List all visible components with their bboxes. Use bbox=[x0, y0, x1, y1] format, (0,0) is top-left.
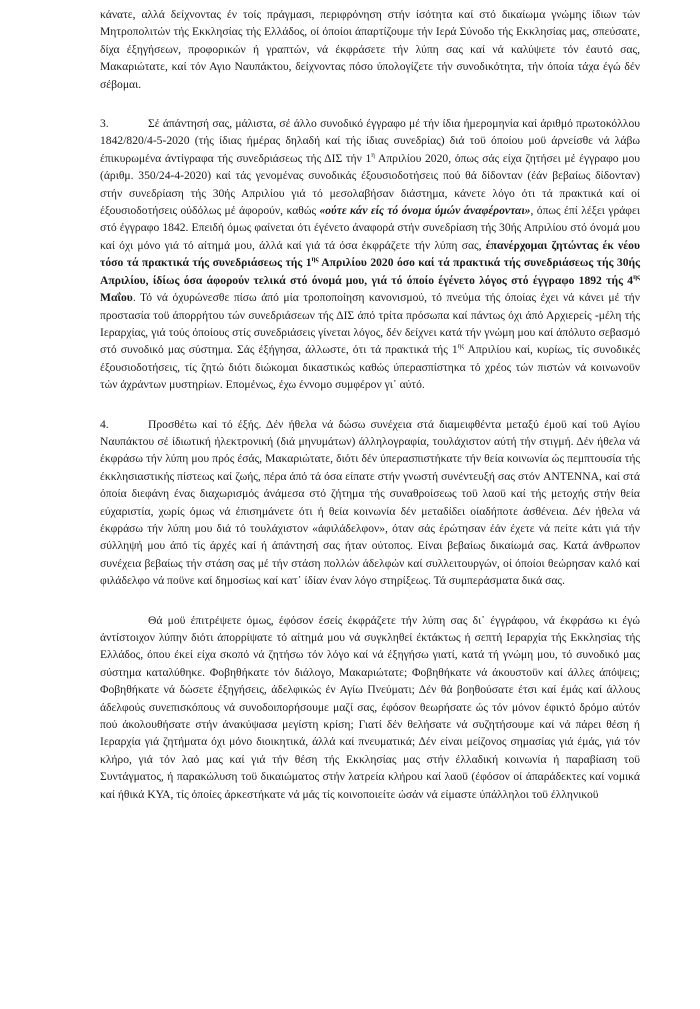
section-3-text-c: , όπως έπί λέξει γράφει στό έγγραφο 1842. Επειδή όμως φαίνεται ότι έγένετο άναφορά στήν συνεδρίαση τής 30ής Απριλίου στό όνομά μου καί όχι μόνο γιά τό αίτημά μου, άλλά καί γιά τά όσα έκφράζετε τήν λύπη σας, bbox=[100, 204, 640, 252]
section-3-text-a: Σέ άπάντησή σας, μάλιστα, σέ άλλο συνοδικό έγγραφο μέ τήν ίδια ήμερομηνία καί άριθμό πρωτοκόλλου 1842/820/4-5-2020 (τής ίδιας ήμέρας δηλαδή καί τής ίδιας συνεδρίας) διά τοϋ όποίου μοϋ άρνείσθε νά λάβω έπικυρωμένα άντίγραφα τής συνεδριάσεως τής ΔΙΣ τήν 1 bbox=[100, 117, 640, 165]
section-3-bold-2: Απριλίου 2020 όσο καί τά πρακτικά τής συνεδριάσεως τής 30ής Απριλίου, ίδίως όσα άφορούν τελικά στό όνομά μου, γιά τό όποίο έγένετο λόγος στό έγγραφο 1892 τής 4 bbox=[100, 256, 641, 287]
section-3-text-d: . Τό νά όχυρώνεσθε πίσω άπό μία τροποποίηση κανονισμού, τό πνεύμα τής όποίας έχει νά κάνει μέ τήν προστασία τοϋ άπορρήτου τών συνεδριάσεων τής ΔΙΣ άπό τρίτα πρόσωπα καί πάντως όχι άπό Αρχιερείς -μέλη τής Ιεραρχίας, γιά τούς όποίους στίς συνεδριάσεις γίνεται λόγος, δέν δείχνει κατά τήν γνώμη μου καί άπόλυτο σεβασμό στό συνοδικό μας σύστημα. Σάς έξήγησα, άλλωστε, ότι τά πρακτικά τής 1 bbox=[100, 291, 640, 357]
section-3-bold-3: Μαΐου bbox=[100, 291, 133, 305]
section-3-number: 3. bbox=[100, 117, 109, 131]
section-3-sup-1: η bbox=[371, 150, 375, 159]
section-4-number: 4. bbox=[100, 417, 109, 431]
section-3-quote: «ούτε κάν είς τό όνομα ύμών άναφέρονται» bbox=[319, 204, 531, 218]
intro-paragraph: κάνατε, αλλά δείχνοντας έν τοίς πράγμασι, περιφρόνηση στήν ίσότητα καί στό δικαίωμα γνώμης ίδιων τών Μητροπολιτών τής Εκκλησίας τής Ελλάδος, οί όποίοι άπαρτίζουμε τήν Ιερά Σύνοδο τής Εκκλησίας μας, σπεύσατε, δίχα έξηγήσεων, προφορικών ή γραπτών, νά έκφράσετε τήν λύπη σας καί νά καλύψετε τόν έαυτό σας, Μακαριώτατε, καί τόν Αγιο Ναυπάκτου, δείχνοντας πόσο ύπολογίζετε τήν συνοδικότητα, τήν όποία τάχα έγώ δέν σέβομαι. bbox=[100, 8, 640, 91]
section-4-text: Προσθέτω καί τό έξής. Δέν ήθελα νά δώσω συνέχεια στά διαμειφθέντα μεταξύ έμοϋ καί τοϋ Αγίου Ναυπάκτου σέ ίδιωτική ήλεκτρονική (διά μηνυμάτων) άλληλογραφία, τουλάχιστον αύτή τήν στιγμή. Δέν ήθελα νά έκφράσω τήν λύπη μου πρός έσάς, Μακαριώτατε, διότι δέν ύπερασπιστήκατε τήν θεία κοινωνία ώς πεμπτουσία τής έκκλησιαστικής πίστεως καί ζωής, πέρα άπό τά όσα είπατε στήν γνωστή συνέντευξή σας στόν ANTENNA, καί στά όποία διεφάνη ένας διαχωρισμός άνάμεσα στό ζήτημα τής συναθροίσεως τοϋ λαοϋ καί τής μετοχής στήν θεία εύχαριστία, χωρίς όμως νά έπισημάνετε ότι ή θεία κοινωνία δέν μεταδίδει οίαδήποτε άσθένεια. Δέν ήθελα νά έκφράσω τήν λύπη μου διά τό τουλάχιστον «άφιλάδελφον», όταν σάς έρώτησαν έάν έχετε νά πείτε κάτι γιά τήν σύλληψή μου άπό τίς άρχές καί ή άπάντησή σας ήταν ούτοπος. Είναι βεβαίως δικαίωμά σας. Κατά άνθρωπον συνέχεια βεβαίως τήν στάση σας μέ τήν στάση πολλών άδελφών καί συλλειτουργών, οί όποίοι θεώρησαν καλό καί φιλάδελφο νά ποϋνε καί δημοσίως καί κατ᾽ ίδίαν έναν λόγο στηρίξεως. Τά συμπεράσματα δικά σας. bbox=[100, 417, 640, 588]
section-3-paragraph bbox=[100, 115, 640, 394]
section-3-sup-2: ης bbox=[311, 255, 319, 264]
section-3-bold-1: έπανέρχομαι ζητώντας έκ νέου τόσο τά πρακτικά τής συνεδριάσεως τής 1 bbox=[100, 238, 640, 270]
section-3-sup-4: ης bbox=[457, 342, 465, 351]
section-4-paragraph bbox=[100, 416, 640, 590]
section-3-sup-3: ης bbox=[633, 272, 640, 281]
final-paragraph: Θά μοϋ έπιτρέψετε όμως, έφόσον έσείς έκφράζετε τήν λύπη σας δι᾽ έγγράφου, νά έκφράσω κι έγώ άντίστοιχον λύπην διότι άπορρίψατε τό αίτημά μου νά συγκληθεί έκτάκτως ή σεπτή Ιεραρχία τής Εκκλησίας τής Ελλάδος, όπου έκεί είχα σκοπό νά ζητήσω τόν λόγο καί νά έξηγήσω γιατί, κατά τή γνώμη μου, τό συνοδικό μας σύστημα καταλύθηκε. Φοβηθήκατε τόν διάλογο, Μακαριώτατε; Φοβηθήκατε νά άκουστοϋν καί άλλες άπόψεις; Φοβηθήκατε νά δώσετε έξηγήσεις, άδελφικώς έν Αγίω Πνεύματι; Δέν θά βοηθούσατε έτσι καί έμάς καί άλλους άδελφούς συνεπισκόπους νά συνοδοιπορήσουμε μαζί σας, έφόσον θεωρήσατε ώς τόν μόνον έφικτό δρόμο αύτόν πού άκολουθήσατε στήν άνακύψασα μεγίστη κρίση; Γιατί δέν θελήσατε νά συζητήσουμε καί νά πάρει θέση ή Ιεραρχία γιά ζητήματα όχι μόνο διοικητικά, άλλά καί πνευματικά; Δέν είναι μείζονος σημασίας γιά έμάς, γιά τόν κλήρο, γιά τόν λαό μας καί γιά τήν θέση τής Εκκλησίας μας στήν έλλαδική κοινωνία ή παραβίαση τοϋ Συντάγματος, ή παρακώλυση τοϋ δικαιώματος στήν λατρεία κλήρου καί λαοϋ (έφόσον οί άπαράδεκτες καί νομικά καί ήθικά ΚΥΑ, τίς όποίες άρκεστήκατε νά μάς τίς κοινοποιείτε ώσάν νά είμαστε ύπάλληλοι τοϋ έλληνικοϋ bbox=[100, 613, 640, 801]
section-3-text-e: Απριλίου καί, κυρίως, τίς συνοδικές έξουσιοδοτήσεις, τίς ζητώ διότι διώκομαι δικαστικώς καθώς ύπερασπίστηκα τό χρέος τών πιστών νά κοινωνοϋν τών άχράντων μυστηρίων. Επομένως, έχω έννομο συμφέρον γι᾽ αύτό. bbox=[100, 343, 640, 392]
section-3-text-b: Απριλίου 2020, όπως σάς είχα ζητήσει μέ έγγραφο μου (άριθμ. 350/24-4-2020) καί τάς γενομένας συνοδικάς έξουσιοδοτήσεις πού θά δίδονταν (έάν βεβαίως δίδονταν) στήν συνεδρίαση τής 30ής Απριλίου γιά τό μεσολαβήσαν διάστημα, κάνετε λόγο ότι τά πρακτικά καί οί έξουσιοδοτήσεις ούδόλως μέ άφορούν, καθώς bbox=[100, 151, 640, 218]
